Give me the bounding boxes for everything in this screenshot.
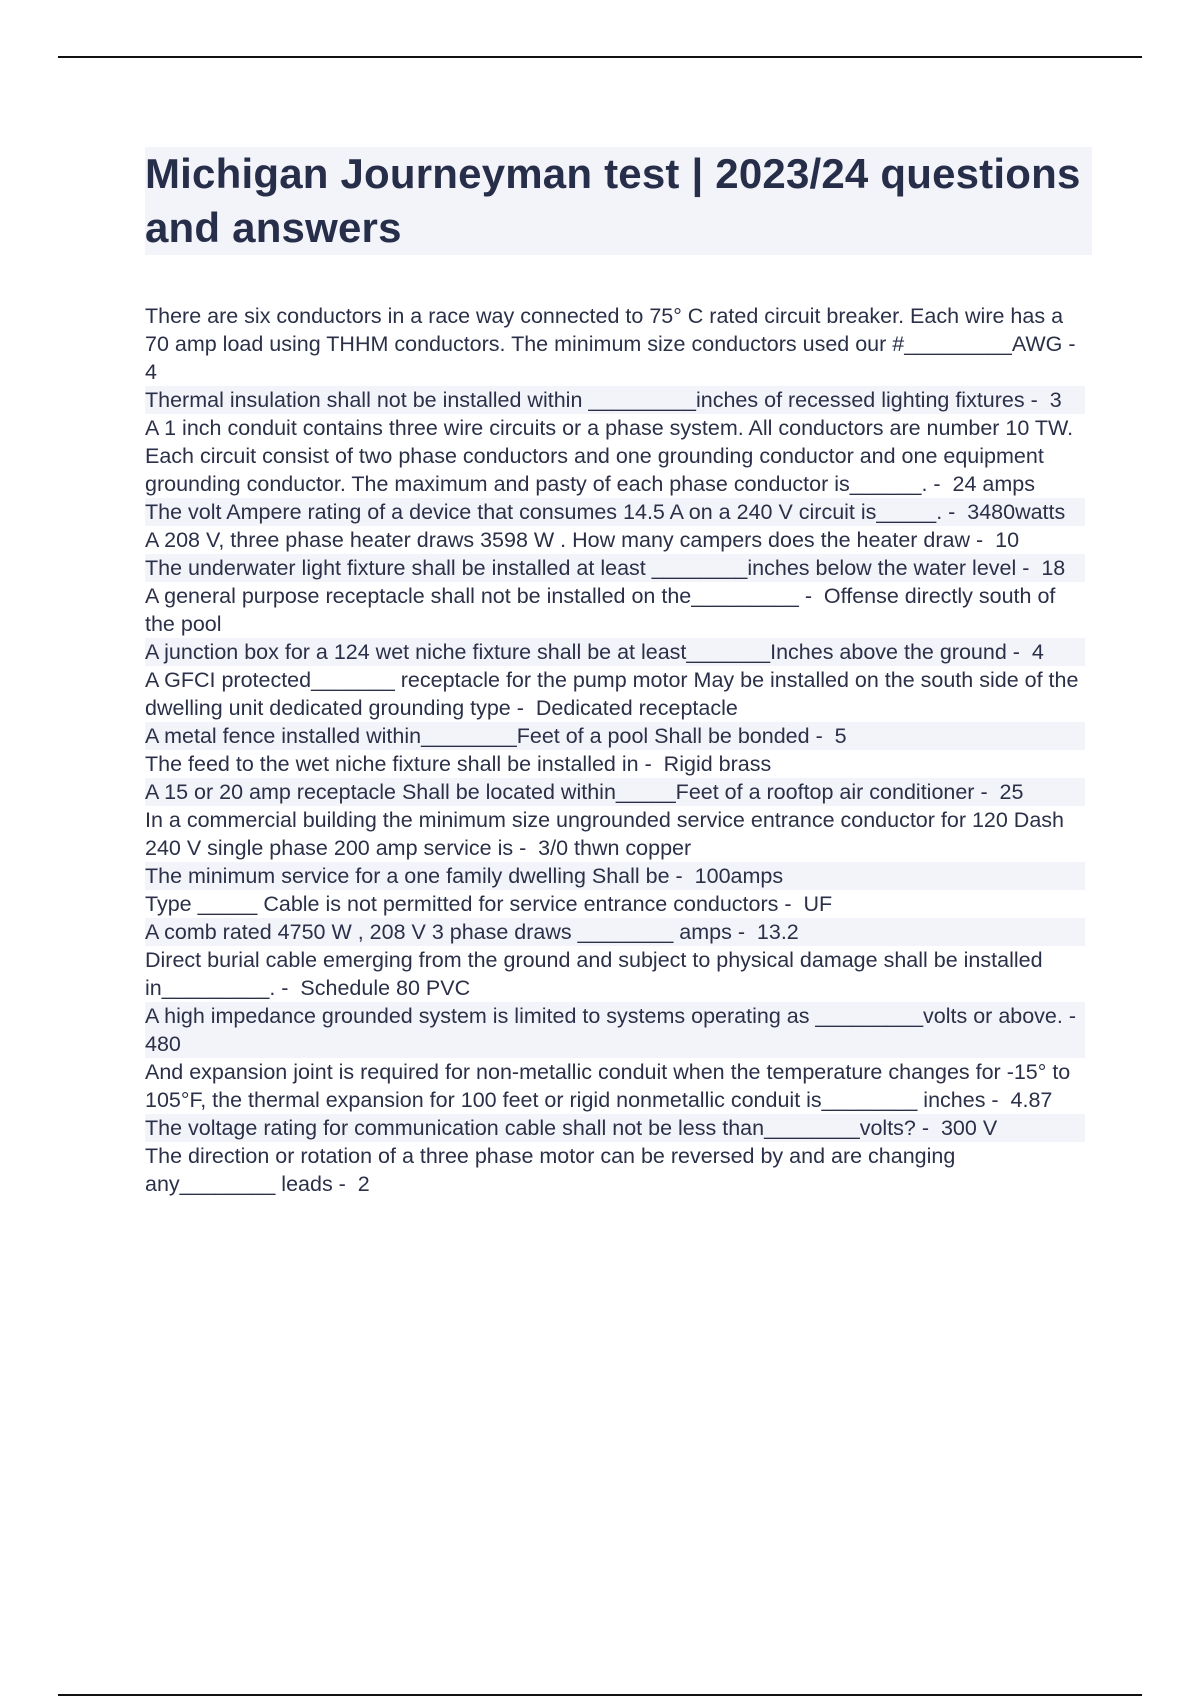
qa-item-8: A junction box for a 124 wet niche fixture shall be at least_______Inches above the ground - 4 bbox=[145, 638, 1085, 666]
qa-item-20: The voltage rating for communication cable shall not be less than________volts? - 300 V bbox=[145, 1114, 1085, 1142]
qa-item-12: A 15 or 20 amp receptacle Shall be located within_____Feet of a rooftop air conditioner - 25 bbox=[145, 778, 1085, 806]
qa-item-10: A metal fence installed within________Feet of a pool Shall be bonded - 5 bbox=[145, 722, 1085, 750]
qa-item-18: A high impedance grounded system is limited to systems operating as _________volts or above. - 480 bbox=[145, 1004, 1088, 1056]
qa-item-3: A 1 inch conduit contains three wire circuits or a phase system. All conductors are number 10 TW. Each circuit consist of two phase conductors and one grounding conductor and one equipment grounding conductor. The maximum and pasty of each phase conductor is______. - 24 amps bbox=[145, 416, 1080, 496]
qa-item-17: Direct burial cable emerging from the ground and subject to physical damage shall be installed in_________. - Schedule 80 PVC bbox=[145, 948, 1049, 1000]
qa-item-2: Thermal insulation shall not be installed within _________inches of recessed lighting fixtures - 3 bbox=[145, 386, 1085, 414]
qa-item-7: A general purpose receptacle shall not be installed on the_________ - Offense directly south of the pool bbox=[145, 584, 1062, 636]
qa-item-13: In a commercial building the minimum size ungrounded service entrance conductor for 120 Dash 240 V single phase 200 amp service is - 3/0 thwn copper bbox=[145, 808, 1070, 860]
qa-item-15: Type _____ Cable is not permitted for service entrance conductors - UF bbox=[145, 892, 833, 916]
qa-item-14: The minimum service for a one family dwelling Shall be - 100amps bbox=[145, 862, 1085, 890]
qa-item-21: The direction or rotation of a three phase motor can be reversed by and are changing any________ leads - 2 bbox=[145, 1144, 962, 1196]
qa-item-5: A 208 V, three phase heater draws 3598 W . How many campers does the heater draw - 10 bbox=[145, 528, 1020, 552]
header-rule bbox=[58, 56, 1142, 58]
qa-item-4: The volt Ampere rating of a device that consumes 14.5 A on a 240 V circuit is_____. - 3480watts bbox=[145, 498, 1085, 526]
qa-item-19: And expansion joint is required for non-metallic conduit when the temperature changes for -15° to 105°F, the thermal expansion for 100 feet or rigid nonmetallic conduit is________ inches - 4.87 bbox=[145, 1060, 1077, 1112]
qa-item-16: A comb rated 4750 W , 208 V 3 phase draws ________ amps - 13.2 bbox=[145, 918, 1085, 946]
footer-rule bbox=[58, 1694, 1142, 1696]
qa-item-11: The feed to the wet niche fixture shall be installed in - Rigid brass bbox=[145, 752, 772, 776]
qa-item-6: The underwater light fixture shall be installed at least ________inches below the water level - 18 bbox=[145, 554, 1085, 582]
title-block bbox=[145, 147, 1092, 255]
qa-item-9: A GFCI protected_______ receptacle for the pump motor May be installed on the south side of the dwelling unit dedicated grounding type - Dedicated receptacle bbox=[145, 668, 1085, 720]
qa-item-1: There are six conductors in a race way connected to 75° C rated circuit breaker. Each wire has a 70 amp load using THHM conductors. The minimum size conductors used our #_________AWG - 4 bbox=[145, 304, 1088, 384]
document-title: Michigan Journeyman test | 2023/24 questions and answers bbox=[145, 150, 1081, 251]
qa-list bbox=[145, 302, 1088, 1198]
